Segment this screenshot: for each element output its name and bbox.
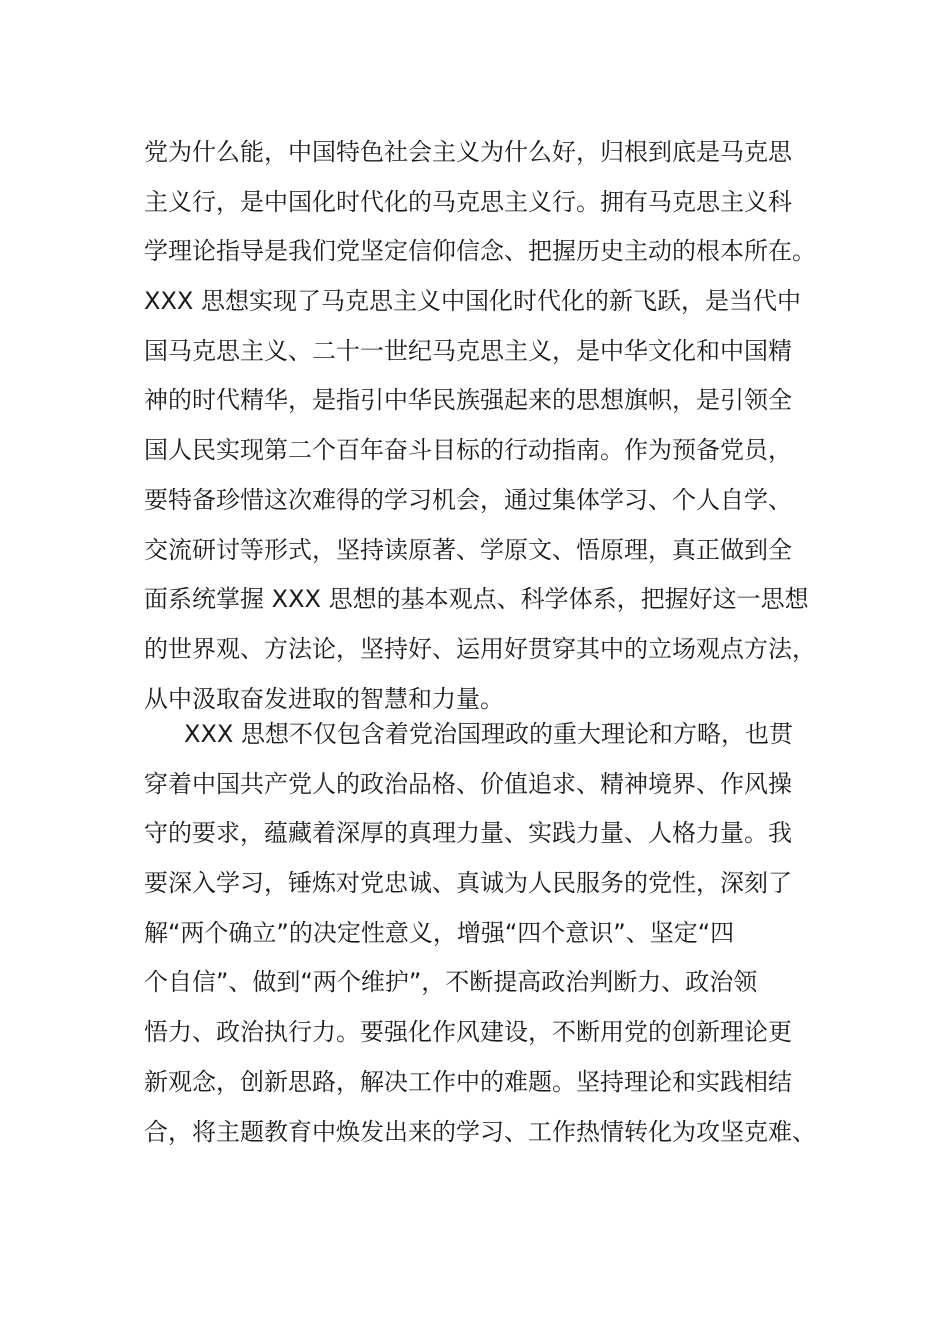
paragraph-line: 要特备珍惜这次难得的学习机会，通过集体学习、个人自学、 (144, 485, 792, 514)
paragraph-line: 从中汲取奋发进取的智慧和力量。 (144, 684, 504, 713)
paragraph-line: 守的要求，蕴藏着深厚的真理力量、实践力量、人格力量。我 (144, 819, 792, 848)
paragraph-line: 交流研讨等形式，坚持读原著、学原文、悟原理，真正做到全 (144, 535, 792, 564)
paragraph-line: XXX 思想不仅包含着党治国理政的重大理论和方略，也贯 (184, 720, 793, 748)
paragraph-line: 个自信”、做到“两个维护”，不断提高政治判断力、政治领 (144, 968, 758, 997)
paragraph-line: 学理论指导是我们党坚定信仰信念、把握历史主动的根本所在。 (144, 237, 816, 266)
paragraph-line: XXX 思想实现了马克思主义中国化时代化的新飞跃，是当代中 (144, 287, 801, 316)
paragraph-line: 新观念，创新思路，解决工作中的难题。坚持理论和实践相结 (144, 1067, 792, 1096)
paragraph-line: 穿着中国共产党人的政治品格、价值追求、精神境界、作风操 (144, 769, 792, 798)
paragraph-line: 国马克思主义、二十一世纪马克思主义，是中华文化和中国精 (144, 336, 792, 365)
paragraph-line: 面系统掌握 XXX 思想的基本观点、科学体系，把握好这一思想 (144, 585, 809, 614)
paragraph-line: 党为什么能，中国特色社会主义为什么好，归根到底是马克思 (144, 138, 792, 166)
paragraph-line: 的世界观、方法论，坚持好、运用好贯穿其中的立场观点方法， (144, 634, 816, 663)
paragraph-line: 解“两个确立”的决定性意义，增强“四个意识”、坚定“四 (144, 918, 735, 947)
paragraph-1 (144, 128, 824, 724)
paragraph-line: 国人民实现第二个百年奋斗目标的行动指南。作为预备党员， (144, 436, 792, 465)
paragraph-line: 神的时代精华，是指引中华民族强起来的思想旗帜，是引领全 (144, 386, 792, 415)
paragraph-line: 要深入学习，锤炼对党忠诚、真诚为人民服务的党性，深刻了 (144, 869, 792, 898)
paragraph-2 (144, 710, 824, 1157)
paragraph-line: 合，将主题教育中焕发出来的学习、工作热情转化为攻坚克难、 (144, 1117, 816, 1146)
paragraph-line: 悟力、政治执行力。要强化作风建设，不断用党的创新理论更 (144, 1018, 792, 1047)
paragraph-line: 主义行，是中国化时代化的马克思主义行。拥有马克思主义科 (144, 187, 792, 216)
